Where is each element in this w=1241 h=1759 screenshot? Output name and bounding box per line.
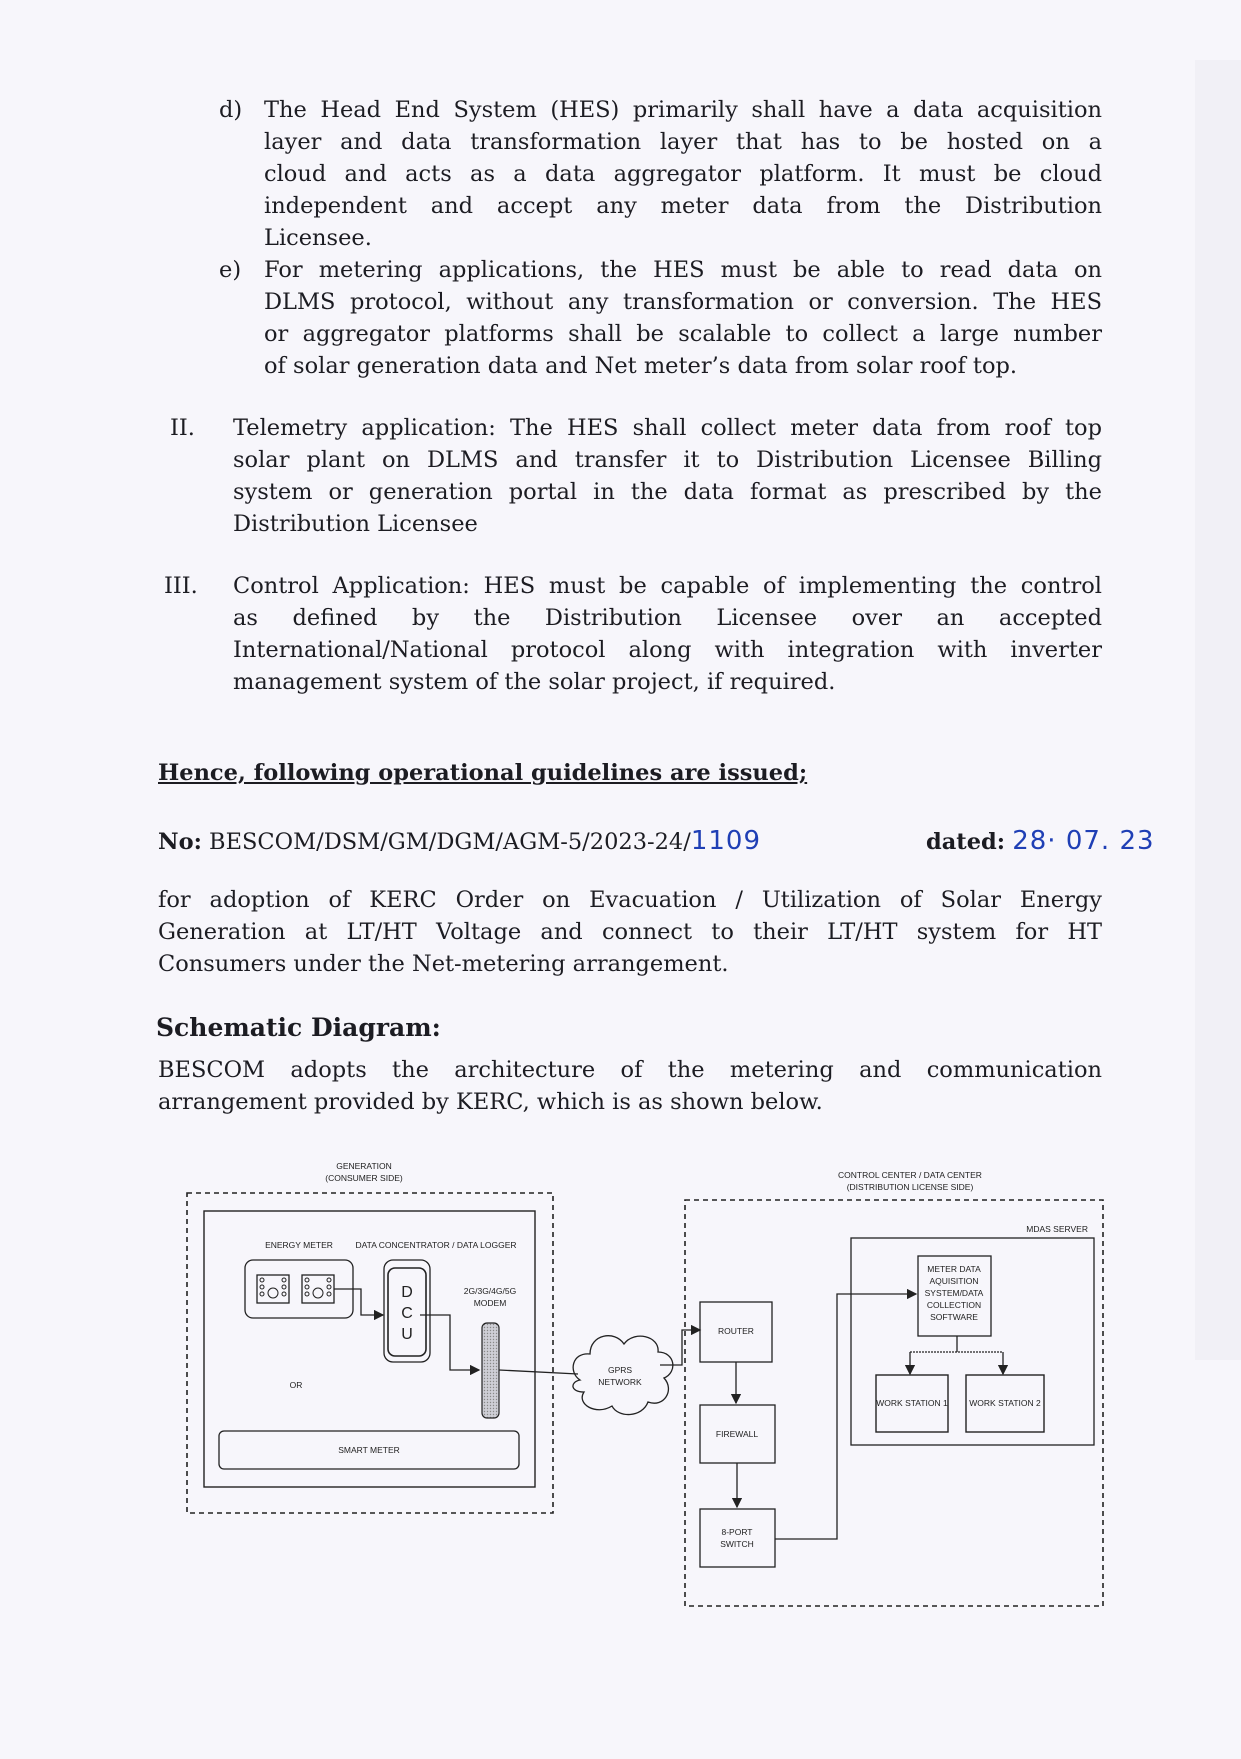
text-line: system or generation portal in the data format as prescribed by the	[233, 479, 1102, 505]
meter-icon	[257, 1275, 289, 1303]
router-box	[700, 1302, 772, 1362]
mdas-software-label: SOFTWARE	[930, 1312, 978, 1322]
meter-icon	[302, 1275, 334, 1303]
text-line: cloud and acts as a data aggregator platform. It must be cloud	[264, 161, 1102, 187]
handwritten-date: 28· 07. 23	[1012, 826, 1155, 856]
list-marker-iii: III.	[164, 573, 198, 599]
reference-text: BESCOM/DSM/GM/DGM/AGM-5/2023-24/	[209, 829, 691, 855]
gprs-cloud-icon	[573, 1336, 673, 1415]
text-line: management system of the solar project, if required.	[233, 669, 836, 695]
modem-to-gprs-connector	[499, 1370, 578, 1374]
mdas-software-label: SYSTEM/DATA	[924, 1288, 984, 1298]
text-line: Distribution Licensee	[233, 511, 478, 537]
dated-label: dated:	[926, 829, 1006, 855]
control-center-boundary	[685, 1200, 1103, 1606]
modem-label: 2G/3G/4G/5G	[463, 1286, 517, 1296]
mdas-server-box	[851, 1238, 1094, 1445]
reference-label: No:	[158, 829, 202, 855]
text-line: Telemetry application: The HES shall collect meter data from roof top	[233, 415, 1102, 441]
dcu-to-modem-connector	[420, 1315, 479, 1370]
switch-label: SWITCH	[720, 1539, 754, 1549]
workstation-1-box	[876, 1375, 948, 1432]
mdas-software-label: METER DATA	[927, 1264, 981, 1274]
gprs-to-router-connector	[660, 1330, 700, 1365]
text-line: For metering applications, the HES must be able to read data on	[264, 257, 1102, 283]
paragraph-e	[264, 254, 1102, 382]
dcu-letter: C	[401, 1305, 413, 1322]
workstation-1-label: WORK STATION 1	[876, 1398, 948, 1408]
list-marker-e: e)	[219, 257, 242, 283]
data-concentrator-label: DATA CONCENTRATOR / DATA LOGGER	[355, 1240, 517, 1250]
control-center-subtitle: (DISTRIBUTION LICENSE SIDE)	[846, 1182, 974, 1192]
workstation-2-box	[966, 1375, 1044, 1432]
paragraph-control	[233, 570, 1102, 698]
or-label: OR	[289, 1380, 303, 1390]
text-line: Control Application: HES must be capable of implementing the control	[233, 573, 1102, 599]
consumer-premises-box	[204, 1211, 535, 1487]
text-line: The Head End System (HES) primarily shall have a data acquisition	[264, 97, 1102, 123]
mdas-server-label: MDAS SERVER	[1026, 1224, 1088, 1234]
text-line: for adoption of KERC Order on Evacuation / Utilization of Solar Energy	[158, 887, 1102, 913]
workstation-2-label: WORK STATION 2	[969, 1398, 1041, 1408]
mdas-software-label: AQUISITION	[929, 1276, 979, 1286]
switch-to-mdas-connector	[775, 1294, 916, 1539]
scan-edge-shadow	[1195, 60, 1241, 1360]
dcu-box	[388, 1268, 426, 1356]
modem-label: MODEM	[473, 1298, 507, 1308]
text-line: DLMS protocol, without any transformation or conversion. The HES	[264, 289, 1102, 315]
text-line: BESCOM adopts the architecture of the metering and communication	[158, 1057, 1102, 1083]
smart-meter-box	[219, 1431, 519, 1469]
adoption-paragraph	[158, 884, 1102, 980]
firewall-label: FIREWALL	[715, 1429, 759, 1439]
reference-date	[926, 826, 1155, 856]
meter-to-dcu-connector	[334, 1289, 383, 1315]
text-line: solar plant on DLMS and transfer it to Distribution Licensee Billing	[233, 447, 1102, 473]
energy-meter-label: ENERGY METER	[265, 1240, 333, 1250]
list-marker-d: d)	[219, 97, 243, 123]
modem-icon	[482, 1323, 499, 1418]
guidelines-heading: Hence, following operational guidelines are issued;	[158, 760, 808, 786]
text-line: as defined by the Distribution Licensee over an accepted	[233, 605, 1102, 631]
generation-title: GENERATION	[336, 1161, 392, 1171]
dcu-outer	[384, 1260, 430, 1362]
gprs-label: GPRS	[607, 1365, 633, 1375]
firewall-box	[700, 1405, 775, 1463]
text-line: Consumers under the Net-metering arrangement.	[158, 951, 729, 977]
schematic-title: Schematic Diagram:	[156, 1013, 441, 1042]
switch-box	[700, 1509, 775, 1567]
generation-subtitle: (CONSUMER SIDE)	[325, 1173, 403, 1183]
gprs-label: NETWORK	[598, 1377, 642, 1387]
router-label: ROUTER	[718, 1326, 754, 1336]
text-line: arrangement provided by KERC, which is as shown below.	[158, 1089, 823, 1115]
generation-boundary	[187, 1193, 553, 1513]
smart-meter-label: SMART METER	[338, 1445, 400, 1455]
text-line: layer and data transformation layer that has to be hosted on a	[264, 129, 1102, 155]
handwritten-number: 1109	[690, 826, 762, 856]
energy-meter-box	[245, 1260, 353, 1318]
text-line: International/National protocol along with integration with inverter	[233, 637, 1102, 663]
text-line: of solar generation data and Net meter’s data from solar roof top.	[264, 353, 1018, 379]
text-line: or aggregator platforms shall be scalable to collect a large number	[264, 321, 1102, 347]
text-line: Licensee.	[264, 225, 372, 251]
mdas-software-label: COLLECTION	[926, 1300, 982, 1310]
text-line: Generation at LT/HT Voltage and connect to their LT/HT system for HT	[158, 919, 1102, 945]
switch-label: 8-PORT	[721, 1527, 753, 1537]
schematic-intro	[158, 1054, 1102, 1118]
list-marker-ii: II.	[170, 415, 195, 441]
control-center-title: CONTROL CENTER / DATA CENTER	[838, 1170, 982, 1180]
text-line: independent and accept any meter data from the Distribution	[264, 193, 1102, 219]
mdas-software-box	[918, 1256, 991, 1336]
dcu-letter: D	[401, 1284, 413, 1301]
paragraph-telemetry	[233, 412, 1102, 540]
paragraph-d	[264, 94, 1102, 254]
dcu-letter: U	[401, 1326, 413, 1343]
